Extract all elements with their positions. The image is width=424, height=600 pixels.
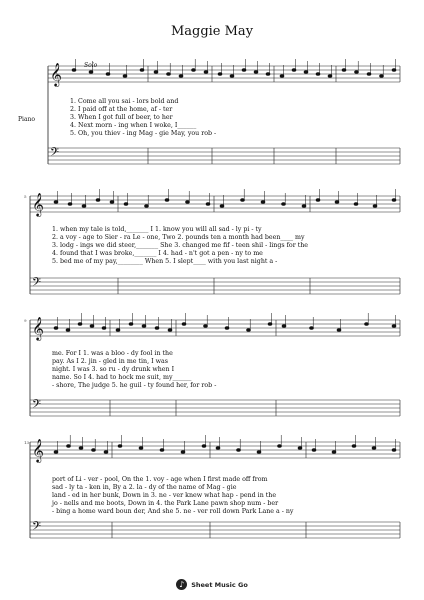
note-head [89,71,93,74]
note-head [337,329,341,332]
note-head [140,69,144,72]
note-head [354,203,358,206]
measure-number: 5 [24,194,27,199]
note-head [54,451,58,454]
note-head [332,451,336,454]
note-head [352,445,356,448]
note-head [335,201,339,204]
note-head [192,69,196,72]
lyric-line: land - ed in her bunk, Down in 3. ne - ver knew what hap - pend in the [52,492,277,499]
bass-clef: 𝄢 [32,276,42,292]
tempo-marking: Solo [84,62,98,69]
measure-number: 9 [24,318,27,323]
note-head [292,69,296,72]
bass-clef: 𝄢 [32,398,42,414]
note-head [182,323,186,326]
treble-clef: 𝄞 [50,62,62,86]
note-head [165,199,169,202]
note-head [167,73,171,76]
note-head [316,199,320,202]
instrument-label: Piano [18,116,36,123]
note-head [181,451,185,454]
lyric-line: 3. lodg - ings we did steer,_______ She 3. changed me fif - teen shil - lings for the [52,242,309,249]
lyric-line: name. So I 4. had to hock me suit, my______ [52,374,192,381]
lyric-line: 2. a voy - age to Sier - ra Le - one, Two 2. pounds ten a month had been____ my [52,234,305,241]
note-head [54,201,58,204]
note-head [355,71,359,74]
note-head [218,73,222,76]
note-head [129,323,133,326]
note-head [72,69,76,72]
note-head [104,451,108,454]
music-note-icon: ♪ [176,579,187,590]
note-head [392,449,396,452]
lyric-line: sad - ly ta - ken in, By a 2. la - dy of the name of Mag - gie [52,484,237,491]
note-head [202,445,206,448]
note-head [68,203,72,206]
note-head [310,327,314,330]
note-head [373,205,377,208]
note-head [278,445,282,448]
note-head [365,323,369,326]
note-head [216,447,220,450]
note-head [110,201,114,204]
bass-clef: 𝄢 [50,146,60,162]
note-head [54,327,58,330]
note-head [92,449,96,452]
note-head [179,75,183,78]
note-head [247,329,251,332]
note-head [261,201,265,204]
lyric-line: port of Li - ver - pool, On the 1. voy - age when I first made off from [52,476,268,483]
note-head [367,73,371,76]
note-head [78,323,82,326]
lyric-line: me. For I 1. was a bloo - dy fool in the [52,350,173,357]
note-head [66,329,70,332]
lyric-line: pay. As I 2. jin - gled in me tin, I was [52,358,168,365]
note-head [242,69,246,72]
note-head [298,447,302,450]
lyric-line: 5. bed me of my pay,________ When 5. I slept____ with you last night a - [52,258,278,265]
footer-logo [0,572,424,591]
note-head [220,205,224,208]
note-head [392,69,396,72]
note-head [230,75,234,78]
note-head [67,445,71,448]
note-head [302,205,306,208]
note-head [372,447,376,450]
note-head [380,75,384,78]
note-head [124,203,128,206]
note-head [392,199,396,202]
lyric-line: 1. Come all you sai - lors bold and [70,98,179,105]
note-head [282,203,286,206]
note-head [204,325,208,328]
note-head [225,327,229,330]
lyric-line: - bing a home ward boun der, And she 5. ne - ver roll down Park Lane a - ny [52,508,294,515]
footer-brand: Sheet Music Go [191,580,248,589]
note-head [204,71,208,74]
note-head [304,71,308,74]
lyric-line: 3. When I got full of beer, to her [70,114,173,121]
lyric-line: 4. found that I was broke,_______ I 4. had - n't got a pen - ny to me [52,250,263,257]
note-head [282,325,286,328]
note-head [106,73,110,76]
measure-number: 13 [24,440,30,445]
lyric-line: 4. Next morn - ing when I woke, I______ [70,122,197,129]
note-head [116,329,120,332]
lyric-line: 1. when my tale is told,_______ I 1. know you will all sad - ly pi - ty [52,226,262,233]
treble-clef: 𝄞 [32,316,44,340]
note-head [328,75,332,78]
note-head [79,447,83,450]
note-head [268,323,272,326]
note-head [168,329,172,332]
note-head [392,325,396,328]
treble-clef: 𝄞 [32,192,44,216]
note-head [139,447,143,450]
note-head [312,449,316,452]
note-head [257,451,261,454]
treble-clef: 𝄞 [32,438,44,462]
note-head [154,71,158,74]
page-title: Maggie May [170,24,254,39]
note-head [155,327,159,330]
note-head [160,449,164,452]
note-head [102,327,106,330]
lyric-line: - shore, The judge 5. he guil - ty found her, for rob - [52,382,217,389]
note-head [118,445,122,448]
lyric-line: night. I was 3. so ru - dy drunk when I [52,366,175,373]
note-head [254,71,258,74]
note-head [82,205,86,208]
note-head [241,199,245,202]
bass-clef: 𝄢 [32,520,42,536]
note-head [142,325,146,328]
note-head [96,199,100,202]
lyric-line: jo - nells and me boots, Down in 4. the Park Lane pawn shop num - ber [52,500,279,507]
note-head [206,203,210,206]
lyric-line: 2. I paid off at the home, af - ter [70,106,173,113]
note-head [123,75,127,78]
note-head [145,205,149,208]
note-head [280,75,284,78]
lyric-line: 5. Oh, you thiev - ing Mag - gie May, you rob - [70,130,217,137]
note-head [237,449,241,452]
note-head [316,73,320,76]
note-head [186,201,190,204]
note-head [342,69,346,72]
note-head [90,325,94,328]
note-head [266,73,270,76]
